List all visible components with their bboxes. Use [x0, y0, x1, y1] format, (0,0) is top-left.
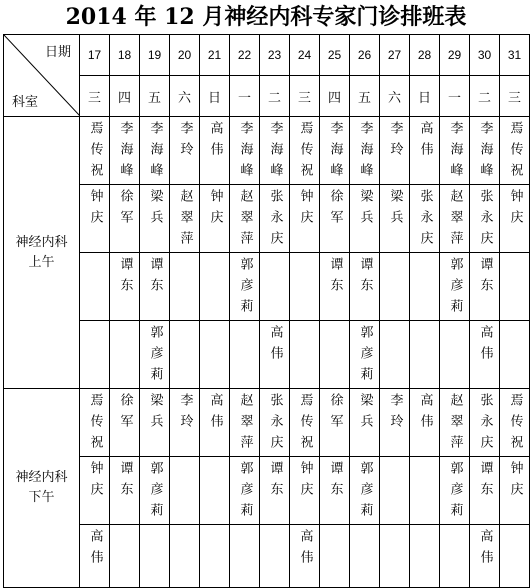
- name-stack: [380, 117, 409, 163]
- schedule-cell: [290, 457, 320, 525]
- name-stack: [140, 253, 169, 299]
- doctor-name: 谭东: [477, 257, 493, 299]
- name-stack: [470, 253, 499, 299]
- name-stack: [170, 389, 199, 435]
- schedule-cell: [260, 253, 290, 321]
- date-cell: 25: [320, 35, 350, 76]
- schedule-cell: [230, 117, 260, 185]
- schedule-cell: [320, 117, 350, 185]
- doctor-name: 焉传祝: [507, 393, 523, 456]
- schedule-cell: [230, 185, 260, 253]
- doctor-name: 梁兵: [387, 189, 403, 231]
- schedule-cell: [80, 321, 110, 389]
- name-stack: [110, 457, 139, 503]
- dept-text: 神经内科: [15, 470, 68, 485]
- doctor-name: 张永庆: [477, 189, 493, 252]
- name-stack: [290, 525, 319, 571]
- weekday-cell: 一: [440, 76, 470, 117]
- schedule-cell: [170, 321, 200, 389]
- name-stack: [470, 525, 499, 571]
- name-stack: [80, 185, 109, 231]
- name-stack: [350, 185, 379, 231]
- page-title: 2014 年 12 月神经内科专家门诊排班表: [65, 4, 467, 30]
- schedule-cell: [500, 389, 530, 457]
- schedule-cell: [470, 389, 500, 457]
- doctor-name: 高伟: [417, 121, 433, 163]
- date-cell: 20: [170, 35, 200, 76]
- name-stack: [260, 185, 289, 252]
- name-stack: [380, 185, 409, 231]
- schedule-cell: [260, 321, 290, 389]
- doctor-name: 李海峰: [267, 121, 283, 184]
- schedule-cell: [380, 525, 410, 588]
- schedule-cell: [350, 185, 380, 253]
- schedule-cell: [80, 117, 110, 185]
- schedule-cell: [170, 117, 200, 185]
- schedule-cell: [470, 117, 500, 185]
- schedule-cell: [380, 253, 410, 321]
- schedule-cell: [410, 321, 440, 389]
- schedule-cell: [350, 525, 380, 588]
- schedule-cell: [80, 253, 110, 321]
- name-stack: [320, 185, 349, 231]
- name-stack: [500, 389, 529, 456]
- schedule-cell: [500, 525, 530, 588]
- name-stack: [170, 117, 199, 163]
- schedule-cell: [350, 457, 380, 525]
- doctor-name: 郭彦莉: [147, 461, 163, 524]
- doctor-name: 梁兵: [357, 393, 373, 435]
- name-stack: [470, 389, 499, 456]
- schedule-cell: [380, 117, 410, 185]
- doctor-name: 李海峰: [237, 121, 253, 184]
- doctor-name: 高伟: [417, 393, 433, 435]
- schedule-cell: [170, 389, 200, 457]
- date-cell: 26: [350, 35, 380, 76]
- doctor-name: 徐军: [327, 393, 343, 435]
- name-stack: [290, 117, 319, 184]
- morning-row: [4, 253, 530, 321]
- schedule-cell: [320, 457, 350, 525]
- schedule-cell: [140, 321, 170, 389]
- schedule-cell: [440, 389, 470, 457]
- weekday-cell: 六: [380, 76, 410, 117]
- schedule-cell: [200, 457, 230, 525]
- schedule-cell: [290, 253, 320, 321]
- date-cell: 27: [380, 35, 410, 76]
- doctor-name: 郭彦莉: [357, 461, 373, 524]
- doctor-name: 梁兵: [147, 393, 163, 435]
- schedule-cell: [470, 185, 500, 253]
- schedule-cell: [170, 525, 200, 588]
- doctor-name: 高伟: [297, 529, 313, 571]
- schedule-cell: [440, 525, 470, 588]
- schedule-table: [3, 34, 530, 588]
- date-cell: 31: [500, 35, 530, 76]
- schedule-cell: [320, 525, 350, 588]
- name-stack: [260, 321, 289, 367]
- doctor-name: 郭彦莉: [447, 257, 463, 320]
- schedule-cell: [380, 321, 410, 389]
- doctor-name: 徐军: [117, 393, 133, 435]
- doctor-name: 焉传祝: [297, 121, 313, 184]
- name-stack: [290, 185, 319, 231]
- schedule-cell: [470, 457, 500, 525]
- weekday-cell: 三: [290, 76, 320, 117]
- schedule-cell: [80, 389, 110, 457]
- weekday-cell: 四: [110, 76, 140, 117]
- morning-row: [4, 117, 530, 185]
- date-cell: 28: [410, 35, 440, 76]
- schedule-cell: [230, 389, 260, 457]
- name-stack: [80, 525, 109, 571]
- afternoon-row: [4, 457, 530, 525]
- doctor-name: 徐军: [327, 189, 343, 231]
- name-stack: [230, 389, 259, 456]
- doctor-name: 李玲: [387, 393, 403, 435]
- schedule-cell: [110, 321, 140, 389]
- schedule-cell: [470, 253, 500, 321]
- schedule-cell: [320, 389, 350, 457]
- doctor-name: 李海峰: [447, 121, 463, 184]
- name-stack: [140, 389, 169, 435]
- schedule-cell: [410, 457, 440, 525]
- schedule-cell: [200, 185, 230, 253]
- doctor-name: 谭东: [117, 461, 133, 503]
- doctor-name: 张永庆: [417, 189, 433, 252]
- schedule-cell: [350, 253, 380, 321]
- name-stack: [230, 457, 259, 524]
- name-stack: [260, 117, 289, 184]
- doctor-name: 梁兵: [357, 189, 373, 231]
- name-stack: [410, 117, 439, 163]
- doctor-name: 张永庆: [267, 393, 283, 456]
- schedule-cell: [260, 525, 290, 588]
- weekday-cell: 四: [320, 76, 350, 117]
- name-stack: [110, 117, 139, 184]
- dept-cell: [4, 117, 80, 389]
- doctor-name: 张永庆: [477, 393, 493, 456]
- name-stack: [140, 117, 169, 184]
- doctor-name: 赵翠萍: [237, 189, 253, 252]
- name-stack: [170, 185, 199, 252]
- doctor-name: 梁兵: [147, 189, 163, 231]
- name-stack: [110, 253, 139, 299]
- name-stack: [260, 457, 289, 503]
- doctor-name: 焉传祝: [297, 393, 313, 456]
- afternoon-row: [4, 525, 530, 588]
- weekday-cell: 日: [200, 76, 230, 117]
- name-stack: [230, 185, 259, 252]
- schedule-cell: [410, 389, 440, 457]
- schedule-cell: [170, 457, 200, 525]
- doctor-name: 钟庆: [207, 189, 223, 231]
- doctor-name: 赵翠萍: [447, 189, 463, 252]
- doctor-name: 钟庆: [297, 461, 313, 503]
- name-stack: [200, 117, 229, 163]
- schedule-cell: [440, 117, 470, 185]
- doctor-name: 徐军: [117, 189, 133, 231]
- schedule-cell: [290, 525, 320, 588]
- doctor-name: 郭彦莉: [147, 325, 163, 388]
- name-stack: [410, 185, 439, 252]
- schedule-cell: [80, 185, 110, 253]
- name-stack: [500, 457, 529, 503]
- schedule-cell: [140, 457, 170, 525]
- schedule-cell: [230, 457, 260, 525]
- dept-cell: [4, 389, 80, 588]
- doctor-name: 李海峰: [357, 121, 373, 184]
- schedule-cell: [410, 525, 440, 588]
- name-stack: [500, 117, 529, 184]
- schedule-cell: [200, 253, 230, 321]
- name-stack: [350, 321, 379, 388]
- schedule-cell: [290, 321, 320, 389]
- name-stack: [500, 185, 529, 231]
- doctor-name: 高伟: [207, 393, 223, 435]
- date-cell: 24: [290, 35, 320, 76]
- name-stack: [470, 185, 499, 252]
- name-stack: [230, 117, 259, 184]
- doctor-name: 高伟: [477, 529, 493, 571]
- schedule-cell: [380, 389, 410, 457]
- doctor-name: 钟庆: [297, 189, 313, 231]
- doctor-name: 李玲: [177, 121, 193, 163]
- name-stack: [140, 321, 169, 388]
- name-stack: [470, 457, 499, 503]
- date-cell: 21: [200, 35, 230, 76]
- schedule-cell: [110, 253, 140, 321]
- schedule-cell: [500, 253, 530, 321]
- doctor-name: 李玲: [387, 121, 403, 163]
- schedule-cell: [110, 457, 140, 525]
- doctor-name: 李海峰: [477, 121, 493, 184]
- name-stack: [470, 321, 499, 367]
- date-label: 日期: [44, 45, 71, 60]
- schedule-cell: [230, 253, 260, 321]
- name-stack: [200, 389, 229, 435]
- name-stack: [260, 389, 289, 456]
- schedule-cell: [440, 253, 470, 321]
- schedule-cell: [140, 117, 170, 185]
- schedule-cell: [500, 457, 530, 525]
- doctor-name: 钟庆: [87, 461, 103, 503]
- weekday-cell: 三: [80, 76, 110, 117]
- schedule-cell: [170, 185, 200, 253]
- schedule-cell: [500, 117, 530, 185]
- doctor-name: 张永庆: [267, 189, 283, 252]
- schedule-cell: [380, 457, 410, 525]
- doctor-name: 郭彦莉: [357, 325, 373, 388]
- name-stack: [440, 457, 469, 524]
- schedule-cell: [350, 117, 380, 185]
- weekday-cell: 二: [470, 76, 500, 117]
- doctor-name: 郭彦莉: [237, 257, 253, 320]
- name-stack: [320, 389, 349, 435]
- name-stack: [140, 457, 169, 524]
- schedule-cell: [260, 389, 290, 457]
- doctor-name: 郭彦莉: [237, 461, 253, 524]
- name-stack: [440, 117, 469, 184]
- morning-row: [4, 321, 530, 389]
- doctor-name: 高伟: [477, 325, 493, 367]
- doctor-name: 李海峰: [117, 121, 133, 184]
- date-cell: 29: [440, 35, 470, 76]
- doctor-name: 焉传祝: [87, 121, 103, 184]
- dept-label: 科室: [12, 95, 39, 110]
- weekday-cell: 五: [350, 76, 380, 117]
- schedule-cell: [470, 321, 500, 389]
- name-stack: [410, 389, 439, 435]
- name-stack: [440, 185, 469, 252]
- doctor-name: 李玲: [177, 393, 193, 435]
- doctor-name: 钟庆: [507, 461, 523, 503]
- name-stack: [140, 185, 169, 231]
- doctor-name: 谭东: [327, 257, 343, 299]
- schedule-cell: [440, 457, 470, 525]
- doctor-name: 赵翠萍: [447, 393, 463, 456]
- schedule-cell: [290, 389, 320, 457]
- doctor-name: 钟庆: [507, 189, 523, 231]
- schedule-cell: [200, 117, 230, 185]
- doctor-name: 高伟: [87, 529, 103, 571]
- schedule-cell: [80, 525, 110, 588]
- schedule-cell: [260, 117, 290, 185]
- name-stack: [380, 389, 409, 435]
- doctor-name: 焉传祝: [507, 121, 523, 184]
- name-stack: [350, 389, 379, 435]
- schedule-cell: [380, 185, 410, 253]
- doctor-name: 谭东: [357, 257, 373, 299]
- schedule-cell: [230, 321, 260, 389]
- dept-text: 上午: [28, 254, 55, 270]
- name-stack: [110, 185, 139, 231]
- name-stack: [470, 117, 499, 184]
- name-stack: [320, 117, 349, 184]
- schedule-cell: [470, 525, 500, 588]
- schedule-cell: [110, 525, 140, 588]
- name-stack: [80, 457, 109, 503]
- schedule-cell: [200, 525, 230, 588]
- dept-text: 神经内科: [15, 234, 68, 250]
- name-stack: [350, 457, 379, 524]
- schedule-cell: [320, 185, 350, 253]
- doctor-name: 高伟: [267, 325, 283, 367]
- name-stack: [80, 117, 109, 184]
- doctor-name: 高伟: [207, 121, 223, 163]
- schedule-cell: [260, 185, 290, 253]
- schedule-cell: [350, 321, 380, 389]
- schedule-cell: [110, 389, 140, 457]
- schedule-cell: [140, 389, 170, 457]
- weekday-cell: 二: [260, 76, 290, 117]
- schedule-cell: [320, 253, 350, 321]
- doctor-name: 李海峰: [327, 121, 343, 184]
- schedule-cell: [170, 253, 200, 321]
- date-cell: 17: [80, 35, 110, 76]
- schedule-cell: [290, 185, 320, 253]
- weekday-cell: 一: [230, 76, 260, 117]
- schedule-cell: [500, 185, 530, 253]
- name-stack: [290, 457, 319, 503]
- name-stack: [350, 253, 379, 299]
- schedule-cell: [140, 253, 170, 321]
- doctor-name: 谭东: [147, 257, 163, 299]
- weekday-cell: 三: [500, 76, 530, 117]
- doctor-name: 钟庆: [87, 189, 103, 231]
- name-stack: [440, 389, 469, 456]
- name-stack: [350, 117, 379, 184]
- schedule-cell: [410, 117, 440, 185]
- name-stack: [110, 389, 139, 435]
- schedule-cell: [200, 389, 230, 457]
- date-cell: 22: [230, 35, 260, 76]
- morning-row: [4, 185, 530, 253]
- doctor-name: 郭彦莉: [447, 461, 463, 524]
- name-stack: [320, 457, 349, 503]
- schedule-cell: [440, 185, 470, 253]
- schedule-cell: [260, 457, 290, 525]
- doctor-name: 谭东: [477, 461, 493, 503]
- date-cell: 23: [260, 35, 290, 76]
- doctor-name: 赵翠萍: [177, 189, 193, 252]
- name-stack: [230, 253, 259, 320]
- schedule-cell: [320, 321, 350, 389]
- date-cell: 19: [140, 35, 170, 76]
- schedule-cell: [410, 185, 440, 253]
- date-cell: 30: [470, 35, 500, 76]
- schedule-cell: [500, 321, 530, 389]
- name-stack: [440, 253, 469, 320]
- name-stack: [200, 185, 229, 231]
- schedule-cell: [410, 253, 440, 321]
- schedule-cell: [290, 117, 320, 185]
- schedule-cell: [350, 389, 380, 457]
- afternoon-row: [4, 389, 530, 457]
- schedule-cell: [140, 525, 170, 588]
- doctor-name: 谭东: [267, 461, 283, 503]
- schedule-cell: [110, 117, 140, 185]
- weekday-cell: 六: [170, 76, 200, 117]
- doctor-name: 谭东: [327, 461, 343, 503]
- weekday-cell: 日: [410, 76, 440, 117]
- schedule-cell: [110, 185, 140, 253]
- schedule-cell: [200, 321, 230, 389]
- schedule-cell: [440, 321, 470, 389]
- doctor-name: 赵翠萍: [237, 393, 253, 456]
- date-cell: 18: [110, 35, 140, 76]
- doctor-name: 李海峰: [147, 121, 163, 184]
- schedule-cell: [80, 457, 110, 525]
- header-corner: [4, 35, 80, 117]
- date-row: [4, 35, 530, 76]
- doctor-name: 焉传祝: [87, 393, 103, 456]
- weekday-row: [4, 76, 530, 117]
- dept-text: 下午: [28, 490, 55, 505]
- schedule-cell: [230, 525, 260, 588]
- name-stack: [320, 253, 349, 299]
- doctor-name: 谭东: [117, 257, 133, 299]
- weekday-cell: 五: [140, 76, 170, 117]
- name-stack: [290, 389, 319, 456]
- name-stack: [80, 389, 109, 456]
- schedule-cell: [140, 185, 170, 253]
